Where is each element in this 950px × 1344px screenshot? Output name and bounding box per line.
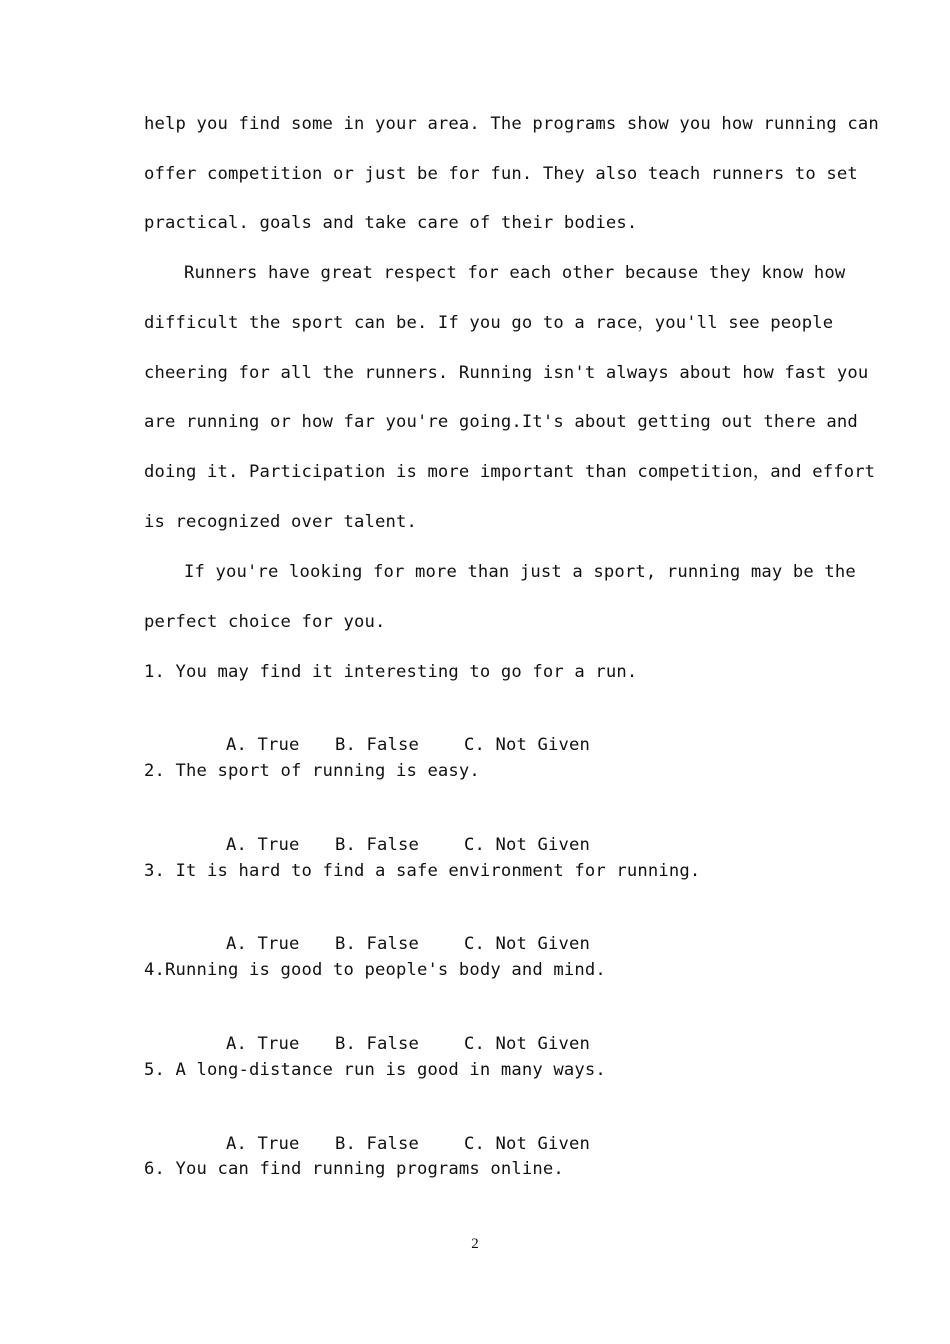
option-a[interactable]: A. True: [226, 1134, 300, 1154]
option-a[interactable]: A. True: [226, 1034, 300, 1054]
option-a[interactable]: A. True: [226, 835, 300, 855]
passage-line: perfect choice for you.: [144, 612, 386, 632]
passage-line: doing it. Participation is more important than competition，and effort: [144, 462, 876, 482]
page-number: 2: [471, 1236, 479, 1252]
question-text: 4.Running is good to people's body and mind.: [144, 960, 606, 980]
option-c[interactable]: C. Not Given: [464, 934, 590, 954]
passage-line: difficult the sport can be. If you go to a race，you'll see people: [144, 313, 834, 333]
option-a[interactable]: A. True: [226, 735, 300, 755]
passage-line: practical. goals and take care of their bodies.: [144, 213, 638, 233]
option-c[interactable]: C. Not Given: [464, 735, 590, 755]
option-b[interactable]: B. False: [335, 1034, 419, 1054]
passage-line: Runners have great respect for each other because they know how: [184, 263, 846, 283]
passage-line: cheering for all the runners. Running isn't always about how fast you: [144, 363, 869, 383]
question-text: 1. You may find it interesting to go for a run.: [144, 662, 638, 682]
option-c[interactable]: C. Not Given: [464, 1134, 590, 1154]
question-text: 2. The sport of running is easy.: [144, 761, 480, 781]
passage-line: offer competition or just be for fun. They also teach runners to set: [144, 164, 858, 184]
passage-line: is recognized over talent.: [144, 512, 417, 532]
question-text: 6. You can find running programs online.: [144, 1159, 564, 1179]
option-b[interactable]: B. False: [335, 934, 419, 954]
option-b[interactable]: B. False: [335, 735, 419, 755]
passage-line: If you're looking for more than just a sport, running may be the: [184, 562, 856, 582]
option-b[interactable]: B. False: [335, 1134, 419, 1154]
option-a[interactable]: A. True: [226, 934, 300, 954]
question-text: 3. It is hard to find a safe environment for running.: [144, 861, 701, 881]
option-b[interactable]: B. False: [335, 835, 419, 855]
option-c[interactable]: C. Not Given: [464, 1034, 590, 1054]
question-text: 5. A long-distance run is good in many ways.: [144, 1060, 606, 1080]
option-c[interactable]: C. Not Given: [464, 835, 590, 855]
passage-line: help you find some in your area. The programs show you how running can: [144, 114, 879, 134]
passage-line: are running or how far you're going.It's about getting out there and: [144, 412, 858, 432]
